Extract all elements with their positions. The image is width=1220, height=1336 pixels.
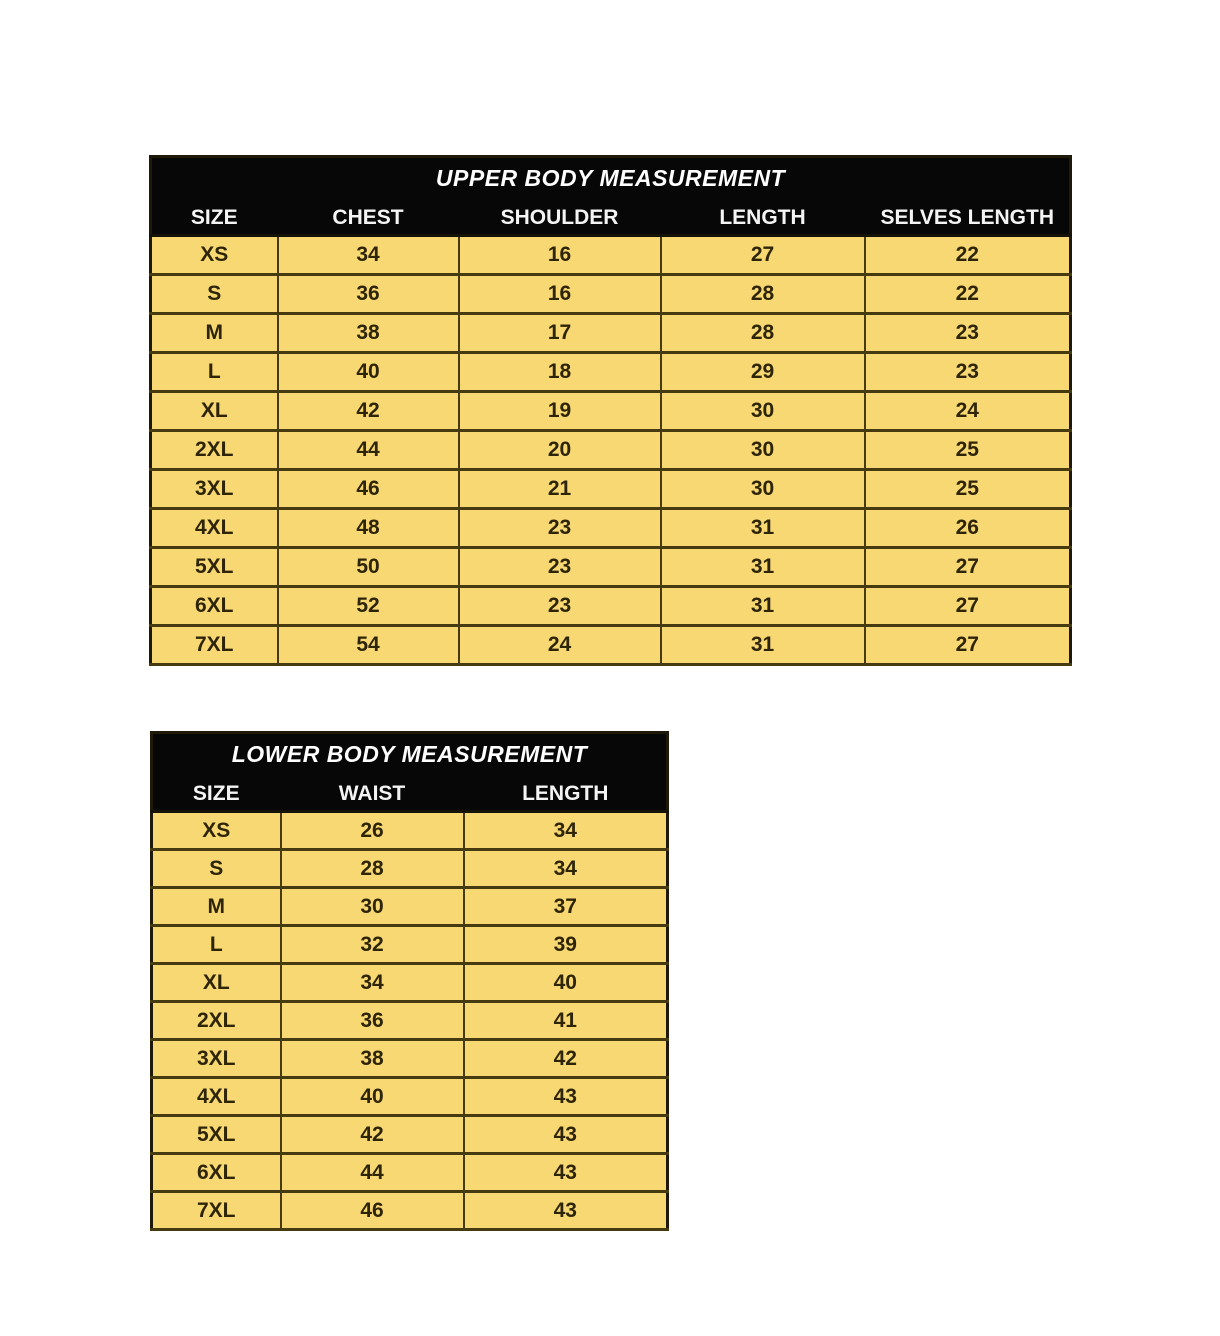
size-cell: XL	[152, 964, 281, 1002]
size-cell: XS	[152, 812, 281, 850]
size-cell: 4XL	[152, 1078, 281, 1116]
size-cell: L	[151, 353, 278, 392]
measurement-cell: 30	[661, 392, 865, 431]
table-row	[151, 236, 1071, 275]
measurement-cell: 22	[865, 236, 1071, 275]
table-row	[152, 926, 668, 964]
measurement-cell: 23	[459, 509, 661, 548]
measurement-cell: 38	[278, 314, 459, 353]
measurement-cell: 31	[661, 509, 865, 548]
size-cell: 3XL	[152, 1040, 281, 1078]
measurement-cell: 23	[459, 548, 661, 587]
measurement-cell: 42	[464, 1040, 668, 1078]
size-cell: XS	[151, 236, 278, 275]
table-row	[151, 470, 1071, 509]
measurement-cell: 40	[281, 1078, 464, 1116]
size-cell: M	[152, 888, 281, 926]
upper-table-body	[151, 236, 1071, 665]
measurement-cell: 26	[281, 812, 464, 850]
size-cell: 2XL	[151, 431, 278, 470]
measurement-cell: 24	[865, 392, 1071, 431]
table-row	[151, 353, 1071, 392]
measurement-cell: 19	[459, 392, 661, 431]
measurement-cell: 52	[278, 587, 459, 626]
measurement-cell: 46	[281, 1192, 464, 1230]
table-row	[151, 314, 1071, 353]
table-row	[151, 431, 1071, 470]
table-row	[152, 1078, 668, 1116]
column-header-size: SIZE	[152, 776, 281, 812]
measurement-cell: 44	[278, 431, 459, 470]
table-row	[152, 888, 668, 926]
lower-table-header-row	[152, 776, 668, 812]
measurement-cell: 22	[865, 275, 1071, 314]
table-row	[151, 509, 1071, 548]
measurement-cell: 24	[459, 626, 661, 665]
size-cell: M	[151, 314, 278, 353]
measurement-cell: 28	[281, 850, 464, 888]
measurement-cell: 46	[278, 470, 459, 509]
measurement-cell: 30	[661, 431, 865, 470]
measurement-cell: 43	[464, 1078, 668, 1116]
measurement-cell: 25	[865, 431, 1071, 470]
column-header-length: LENGTH	[661, 200, 865, 236]
measurement-cell: 42	[278, 392, 459, 431]
measurement-cell: 27	[661, 236, 865, 275]
measurement-cell: 31	[661, 626, 865, 665]
table-row	[151, 392, 1071, 431]
measurement-cell: 16	[459, 275, 661, 314]
measurement-cell: 23	[459, 587, 661, 626]
measurement-cell: 23	[865, 353, 1071, 392]
measurement-cell: 36	[281, 1002, 464, 1040]
measurement-cell: 30	[661, 470, 865, 509]
measurement-cell: 54	[278, 626, 459, 665]
measurement-cell: 27	[865, 548, 1071, 587]
size-cell: 7XL	[151, 626, 278, 665]
measurement-cell: 42	[281, 1116, 464, 1154]
measurement-cell: 43	[464, 1154, 668, 1192]
measurement-cell: 34	[464, 850, 668, 888]
column-header-size: SIZE	[151, 200, 278, 236]
size-cell: 5XL	[151, 548, 278, 587]
size-cell: S	[151, 275, 278, 314]
measurement-cell: 28	[661, 275, 865, 314]
column-header-shoulder: SHOULDER	[459, 200, 661, 236]
measurement-cell: 34	[281, 964, 464, 1002]
table-row	[152, 964, 668, 1002]
table-row	[151, 548, 1071, 587]
table-row	[152, 812, 668, 850]
measurement-cell: 27	[865, 587, 1071, 626]
table-row	[152, 1040, 668, 1078]
table-row	[151, 275, 1071, 314]
table-row	[152, 1154, 668, 1192]
measurement-cell: 40	[464, 964, 668, 1002]
table-row	[151, 626, 1071, 665]
measurement-cell: 31	[661, 587, 865, 626]
lower-table-title-row	[152, 733, 668, 777]
column-header-length: LENGTH	[464, 776, 668, 812]
measurement-cell: 38	[281, 1040, 464, 1078]
measurement-cell: 40	[278, 353, 459, 392]
size-cell: 7XL	[152, 1192, 281, 1230]
measurement-cell: 43	[464, 1116, 668, 1154]
size-cell: S	[152, 850, 281, 888]
lower-body-measurement-table	[150, 731, 669, 1231]
measurement-cell: 34	[464, 812, 668, 850]
measurement-cell: 21	[459, 470, 661, 509]
table-row	[151, 587, 1071, 626]
measurement-cell: 28	[661, 314, 865, 353]
measurement-cell: 16	[459, 236, 661, 275]
measurement-cell: 17	[459, 314, 661, 353]
measurement-cell: 18	[459, 353, 661, 392]
measurement-cell: 39	[464, 926, 668, 964]
upper-table-title: UPPER BODY MEASUREMENT	[151, 157, 1071, 201]
measurement-cell: 27	[865, 626, 1071, 665]
measurement-cell: 23	[865, 314, 1071, 353]
upper-body-measurement-table	[149, 155, 1072, 666]
upper-table-header-row	[151, 200, 1071, 236]
size-cell: 2XL	[152, 1002, 281, 1040]
measurement-cell: 41	[464, 1002, 668, 1040]
size-cell: L	[152, 926, 281, 964]
measurement-cell: 34	[278, 236, 459, 275]
upper-table-title-row	[151, 157, 1071, 201]
measurement-cell: 30	[281, 888, 464, 926]
measurement-cell: 37	[464, 888, 668, 926]
table-row	[152, 850, 668, 888]
measurement-cell: 48	[278, 509, 459, 548]
size-cell: 5XL	[152, 1116, 281, 1154]
lower-table-body	[152, 812, 668, 1230]
measurement-cell: 32	[281, 926, 464, 964]
size-cell: 6XL	[151, 587, 278, 626]
measurement-cell: 43	[464, 1192, 668, 1230]
size-cell: XL	[151, 392, 278, 431]
table-row	[152, 1116, 668, 1154]
size-cell: 3XL	[151, 470, 278, 509]
column-header-waist: WAIST	[281, 776, 464, 812]
table-row	[152, 1002, 668, 1040]
size-cell: 6XL	[152, 1154, 281, 1192]
column-header-chest: CHEST	[278, 200, 459, 236]
table-row	[152, 1192, 668, 1230]
size-cell: 4XL	[151, 509, 278, 548]
measurement-cell: 20	[459, 431, 661, 470]
measurement-cell: 50	[278, 548, 459, 587]
lower-table-title: LOWER BODY MEASUREMENT	[152, 733, 668, 777]
measurement-cell: 36	[278, 275, 459, 314]
measurement-cell: 25	[865, 470, 1071, 509]
column-header-selves-length: SELVES LENGTH	[865, 200, 1071, 236]
measurement-cell: 31	[661, 548, 865, 587]
measurement-cell: 29	[661, 353, 865, 392]
measurement-cell: 44	[281, 1154, 464, 1192]
measurement-cell: 26	[865, 509, 1071, 548]
